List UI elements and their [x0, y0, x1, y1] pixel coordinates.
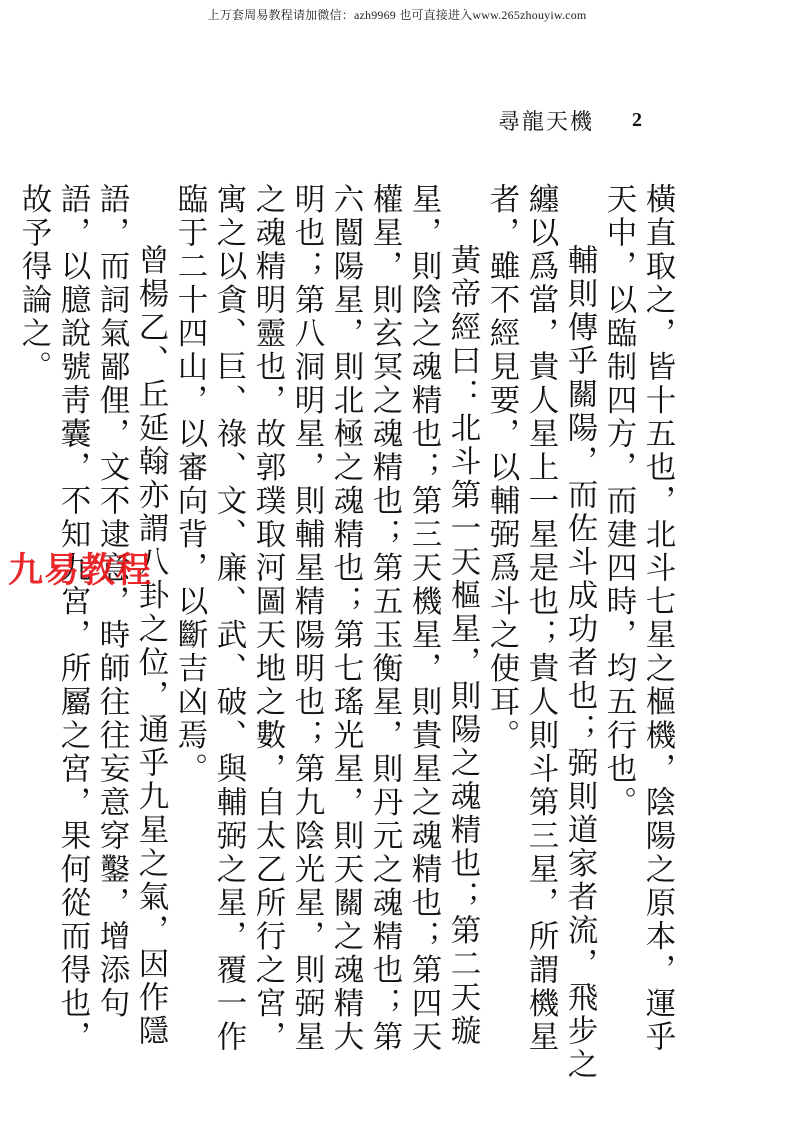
- paragraph-2: 輔則傳乎關陽，而佐斗成功者也；弼則道家者流，飛步之纏以爲當，貴人星上一星是也；貴人則斗第三星，所謂機星者，雖不經見要，以輔弼爲斗之使耳。: [484, 183, 597, 1082]
- page-number: 2: [632, 109, 642, 131]
- watermark-logo: 九易教程: [8, 551, 153, 591]
- paragraph-3: 黃帝經曰：北斗第一天樞星，則陽之魂精也；第二天璇星，則陰之魂精也；第三天機星，則貴星之魂精也；第四天權星，則玄冥之魂精也；第五玉衡星，則丹元之魂精也；第六闓陽星，則北極之魂精也；第七瑤光星，則天關之魂精大明也；第八洞明星，則輔星精陽明也；第九陰光星，則弼星之魂精明靈也，故郭璞取河圖天地之數，自太乙所行之宮，寓之以貪、巨、祿、文、廉、武、破、與輔弼之星，覆一作臨于二十四山，以審向背，以斷吉凶焉。: [172, 183, 480, 1054]
- top-banner: 上万套周易教程请加微信：azh9969 也可直接进入www.265zhouyiw.com: [207, 8, 587, 22]
- running-head-title: 尋龍天機: [498, 110, 595, 135]
- paragraph-4: 曾楊乙、丘延翰亦謂八卦之位，通乎九星之氣，因作隱語，而詞氣鄙俚，文不逮意，時師往往妄意穿鑿，增添句語，以臆說號靑囊，不知九宮，所屬之宮，果何從而得也，故予得論之。: [16, 183, 168, 1054]
- paragraph-1: 橫直取之，皆十五也，北斗七星之樞機，陰陽之原本，運乎天中，以臨制四方，而建四時，均五行也。: [601, 183, 675, 1054]
